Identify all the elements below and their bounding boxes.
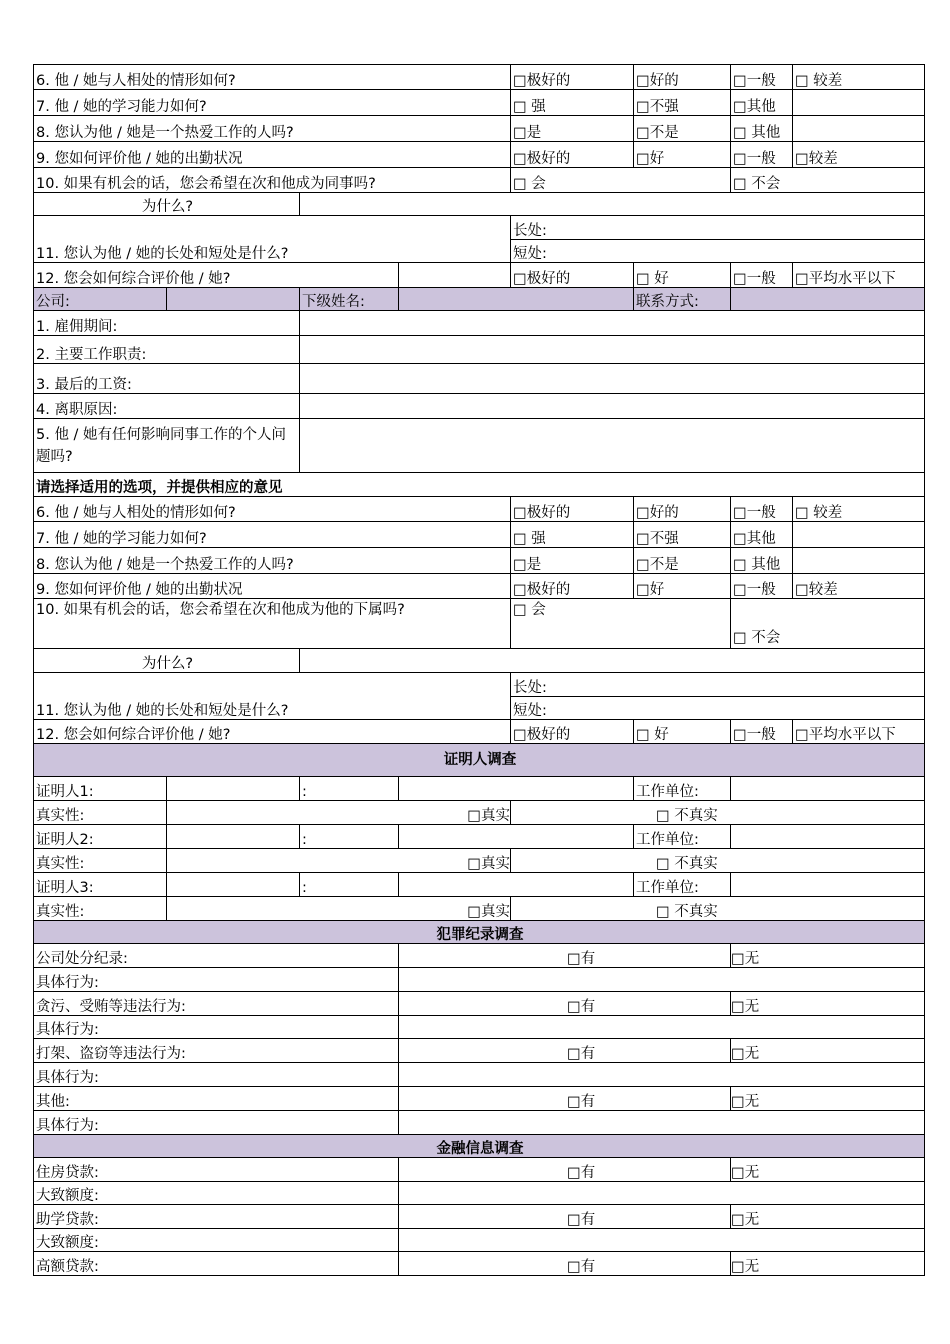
option-good[interactable]: □好 bbox=[634, 142, 731, 168]
option-yes[interactable]: □有 bbox=[399, 1087, 731, 1111]
finance-amount-row bbox=[34, 1182, 925, 1205]
amount-input[interactable] bbox=[399, 1182, 925, 1205]
subordinate-q6-row bbox=[34, 497, 925, 522]
option-no[interactable]: □无 bbox=[731, 1252, 925, 1276]
option-not-strong[interactable]: □不强 bbox=[634, 90, 731, 116]
subordinate-q11-row-a bbox=[34, 673, 925, 697]
section-title: 证明人调查 bbox=[34, 744, 925, 777]
criminal-section-header bbox=[34, 921, 925, 944]
option-yes[interactable]: □有 bbox=[399, 1252, 731, 1276]
option-other[interactable]: □其他 bbox=[731, 90, 793, 116]
option-not-strong[interactable]: □不强 bbox=[634, 522, 731, 548]
witness-2-row bbox=[34, 825, 925, 849]
option-excellent[interactable]: □极好的 bbox=[511, 142, 634, 168]
option-other[interactable]: □ 其他 bbox=[731, 116, 793, 142]
witness-1-auth-row bbox=[34, 801, 925, 825]
option-good[interactable]: □好 bbox=[634, 574, 731, 599]
option-false[interactable]: □ 不真实 bbox=[511, 897, 925, 921]
item-label: 2. 主要工作职责: bbox=[34, 336, 300, 364]
option-no[interactable]: □无 bbox=[731, 1205, 925, 1229]
item-label: 1. 雇佣期间: bbox=[34, 311, 300, 336]
witness-3-auth-row bbox=[34, 897, 925, 921]
option-average[interactable]: □一般 bbox=[731, 497, 793, 522]
q12-label: 12. 您会如何综合评价他 / 她? bbox=[34, 263, 399, 288]
finance-item-row bbox=[34, 1158, 925, 1182]
option-good[interactable]: □ 好 bbox=[634, 720, 731, 744]
why-input[interactable] bbox=[300, 649, 925, 673]
subordinate-name-label: 下级姓名: bbox=[300, 288, 399, 311]
option-other[interactable]: □ 其他 bbox=[731, 548, 793, 574]
subordinate-q8-row bbox=[34, 548, 925, 574]
strengths-field[interactable]: 长处: bbox=[511, 673, 925, 697]
contact-input[interactable] bbox=[731, 288, 925, 311]
criminal-item-row bbox=[34, 944, 925, 968]
reference-check-form bbox=[33, 64, 924, 1276]
q10-label: 10. 如果有机会的话，您会希望在次和他成为同事吗? bbox=[34, 168, 511, 193]
option-yes[interactable]: □是 bbox=[511, 116, 634, 142]
criminal-detail-row bbox=[34, 968, 925, 992]
duties-input[interactable] bbox=[300, 336, 925, 364]
option-yes[interactable]: □有 bbox=[399, 992, 731, 1016]
duties-row bbox=[34, 336, 925, 364]
q12-label: 12. 您会如何综合评价他 / 她? bbox=[34, 720, 511, 744]
finance-item-row bbox=[34, 1252, 925, 1276]
authenticity-label: 真实性: bbox=[34, 849, 167, 873]
criminal-label: 贪污、受贿等违法行为: bbox=[34, 992, 399, 1016]
authenticity-label: 真实性: bbox=[34, 801, 167, 825]
colleague-q6-row bbox=[34, 65, 925, 90]
amount-input[interactable] bbox=[399, 1229, 925, 1252]
work-unit-input[interactable] bbox=[731, 777, 925, 801]
option-excellent[interactable]: □极好的 bbox=[511, 65, 634, 90]
witness-2-auth-row bbox=[34, 849, 925, 873]
witness-3-row bbox=[34, 873, 925, 897]
contact-label: 联系方式: bbox=[634, 288, 731, 311]
option-poor[interactable]: □较差 bbox=[793, 574, 925, 599]
option-will[interactable]: □ 会 bbox=[511, 168, 731, 193]
detail-input[interactable] bbox=[399, 1111, 925, 1135]
personal-issues-input[interactable] bbox=[300, 419, 925, 473]
option-false[interactable]: □ 不真实 bbox=[511, 849, 925, 873]
q11-label: 11. 您认为他 / 她的长处和短处是什么? bbox=[34, 673, 511, 720]
witness-phone-input[interactable] bbox=[399, 825, 634, 849]
finance-label: 助学贷款: bbox=[34, 1205, 399, 1229]
q7-label: 7. 他 / 她的学习能力如何? bbox=[34, 90, 511, 116]
why-label: 为什么? bbox=[34, 649, 300, 673]
option-strong[interactable]: □ 强 bbox=[511, 522, 634, 548]
witness-name-input[interactable] bbox=[167, 873, 300, 897]
criminal-label: 公司处分纪录: bbox=[34, 944, 399, 968]
section-title: 金融信息调查 bbox=[34, 1135, 925, 1158]
option-average[interactable]: □一般 bbox=[731, 263, 793, 288]
option-yes[interactable]: □有 bbox=[399, 1205, 731, 1229]
instruction-row bbox=[34, 473, 925, 497]
subordinate-q12-row bbox=[34, 720, 925, 744]
subordinate-header-row bbox=[34, 288, 925, 311]
option-excellent[interactable]: □极好的 bbox=[511, 497, 634, 522]
option-no[interactable]: □无 bbox=[731, 944, 925, 968]
work-unit-label: 工作单位: bbox=[634, 825, 731, 849]
finance-amount-row bbox=[34, 1229, 925, 1252]
section-title: 犯罪纪录调查 bbox=[34, 921, 925, 944]
instruction-text: 请选择适用的选项，并提供相应的意见 bbox=[34, 473, 925, 497]
detail-label: 具体行为: bbox=[34, 968, 399, 992]
q8-label: 8. 您认为他 / 她是一个热爱工作的人吗? bbox=[34, 548, 511, 574]
witness-1-row bbox=[34, 777, 925, 801]
colleague-why-row bbox=[34, 193, 925, 216]
witness-label: 证明人1: bbox=[34, 777, 167, 801]
subordinate-why-row bbox=[34, 649, 925, 673]
option-yes[interactable]: □有 bbox=[399, 1039, 731, 1063]
colleague-q9-row bbox=[34, 142, 925, 168]
q6-label: 6. 他 / 她与人相处的情形如何? bbox=[34, 497, 511, 522]
q8-label: 8. 您认为他 / 她是一个热爱工作的人吗? bbox=[34, 116, 511, 142]
form-table bbox=[33, 64, 925, 1276]
option-good[interactable]: □好的 bbox=[634, 65, 731, 90]
witness-name-input[interactable] bbox=[167, 825, 300, 849]
option-false[interactable]: □ 不真实 bbox=[511, 801, 925, 825]
option-poor[interactable]: □较差 bbox=[793, 142, 925, 168]
witness-colon: : bbox=[300, 777, 399, 801]
weaknesses-field[interactable]: 短处: bbox=[511, 697, 925, 720]
option-true[interactable]: □真实 bbox=[167, 849, 511, 873]
option-excellent[interactable]: □极好的 bbox=[511, 720, 634, 744]
option-strong[interactable]: □ 强 bbox=[511, 90, 634, 116]
colleague-q10-row bbox=[34, 168, 925, 193]
criminal-detail-row bbox=[34, 1016, 925, 1039]
detail-input[interactable] bbox=[399, 1063, 925, 1087]
detail-label: 具体行为: bbox=[34, 1016, 399, 1039]
criminal-detail-row bbox=[34, 1063, 925, 1087]
option-excellent[interactable]: □极好的 bbox=[511, 574, 634, 599]
witness-colon: : bbox=[300, 825, 399, 849]
option-good[interactable]: □好的 bbox=[634, 497, 731, 522]
leaving-reason-row bbox=[34, 394, 925, 419]
option-good[interactable]: □ 好 bbox=[634, 263, 731, 288]
detail-input[interactable] bbox=[399, 968, 925, 992]
subordinate-q7-row bbox=[34, 522, 925, 548]
colleague-q12-row bbox=[34, 263, 925, 288]
employment-period-row bbox=[34, 311, 925, 336]
finance-item-row bbox=[34, 1205, 925, 1229]
option-will-not[interactable]: □ 不会 bbox=[731, 599, 925, 649]
item-label: 4. 离职原因: bbox=[34, 394, 300, 419]
subordinate-q10-row bbox=[34, 599, 925, 649]
option-no[interactable]: □无 bbox=[731, 1039, 925, 1063]
option-true[interactable]: □真实 bbox=[167, 897, 511, 921]
detail-label: 具体行为: bbox=[34, 1063, 399, 1087]
work-unit-label: 工作单位: bbox=[634, 873, 731, 897]
finance-label: 住房贷款: bbox=[34, 1158, 399, 1182]
q7-label: 7. 他 / 她的学习能力如何? bbox=[34, 522, 511, 548]
option-other[interactable]: □其他 bbox=[731, 522, 793, 548]
authenticity-label: 真实性: bbox=[34, 897, 167, 921]
option-poor[interactable]: □ 较差 bbox=[793, 65, 925, 90]
option-no[interactable]: □无 bbox=[731, 992, 925, 1016]
salary-row bbox=[34, 364, 925, 394]
option-excellent[interactable]: □极好的 bbox=[511, 263, 634, 288]
option-average[interactable]: □一般 bbox=[731, 574, 793, 599]
option-average[interactable]: □一般 bbox=[731, 142, 793, 168]
witness-phone-input[interactable] bbox=[399, 777, 634, 801]
option-below-average[interactable]: □平均水平以下 bbox=[793, 263, 925, 288]
witness-section-header bbox=[34, 744, 925, 777]
amount-label: 大致额度: bbox=[34, 1229, 399, 1252]
strengths-field[interactable]: 长处: bbox=[511, 216, 925, 240]
q9-label: 9. 您如何评价他 / 她的出勤状况 bbox=[34, 574, 511, 599]
option-no[interactable]: □无 bbox=[731, 1087, 925, 1111]
item-label: 5. 他 / 她有任何影响同事工作的个人问题吗? bbox=[34, 419, 300, 473]
colleague-q7-row bbox=[34, 90, 925, 116]
option-no[interactable]: □不是 bbox=[634, 548, 731, 574]
salary-input[interactable] bbox=[300, 364, 925, 394]
q10-label: 10. 如果有机会的话，您会希望在次和他成为他的下属吗? bbox=[34, 599, 511, 649]
company-input[interactable] bbox=[167, 288, 300, 311]
employment-period-input[interactable] bbox=[300, 311, 925, 336]
finance-label: 高额贷款: bbox=[34, 1252, 399, 1276]
q11-label: 11. 您认为他 / 她的长处和短处是什么? bbox=[34, 216, 511, 263]
option-poor[interactable]: □ 较差 bbox=[793, 497, 925, 522]
detail-input[interactable] bbox=[399, 1016, 925, 1039]
work-unit-input[interactable] bbox=[731, 873, 925, 897]
option-average[interactable]: □一般 bbox=[731, 65, 793, 90]
criminal-item-row bbox=[34, 1087, 925, 1111]
criminal-item-row bbox=[34, 1039, 925, 1063]
subordinate-q9-row bbox=[34, 574, 925, 599]
option-average[interactable]: □一般 bbox=[731, 720, 793, 744]
criminal-item-row bbox=[34, 992, 925, 1016]
personal-issues-row bbox=[34, 419, 925, 473]
witness-label: 证明人3: bbox=[34, 873, 167, 897]
option-yes[interactable]: □有 bbox=[399, 944, 731, 968]
option-yes[interactable]: □是 bbox=[511, 548, 634, 574]
why-input[interactable] bbox=[300, 193, 925, 216]
finance-section-header bbox=[34, 1135, 925, 1158]
option-no[interactable]: □不是 bbox=[634, 116, 731, 142]
leaving-reason-input[interactable] bbox=[300, 394, 925, 419]
amount-label: 大致额度: bbox=[34, 1182, 399, 1205]
colleague-q11-row-a bbox=[34, 216, 925, 240]
witness-name-input[interactable] bbox=[167, 777, 300, 801]
company-label: 公司: bbox=[34, 288, 167, 311]
why-label: 为什么? bbox=[34, 193, 300, 216]
q6-label: 6. 他 / 她与人相处的情形如何? bbox=[34, 65, 511, 90]
criminal-detail-row bbox=[34, 1111, 925, 1135]
criminal-label: 其他: bbox=[34, 1087, 399, 1111]
option-will[interactable]: □ 会 bbox=[511, 599, 731, 649]
option-true[interactable]: □真实 bbox=[167, 801, 511, 825]
option-will-not[interactable]: □ 不会 bbox=[731, 168, 925, 193]
work-unit-label: 工作单位: bbox=[634, 777, 731, 801]
witness-label: 证明人2: bbox=[34, 825, 167, 849]
item-label: 3. 最后的工资: bbox=[34, 364, 300, 394]
option-yes[interactable]: □有 bbox=[399, 1158, 731, 1182]
subordinate-name-input[interactable] bbox=[399, 288, 634, 311]
witness-phone-input[interactable] bbox=[399, 873, 634, 897]
colleague-q8-row bbox=[34, 116, 925, 142]
work-unit-input[interactable] bbox=[731, 825, 925, 849]
criminal-label: 打架、盗窃等违法行为: bbox=[34, 1039, 399, 1063]
option-below-average[interactable]: □平均水平以下 bbox=[793, 720, 925, 744]
detail-label: 具体行为: bbox=[34, 1111, 399, 1135]
option-no[interactable]: □无 bbox=[731, 1158, 925, 1182]
witness-colon: : bbox=[300, 873, 399, 897]
weaknesses-field[interactable]: 短处: bbox=[511, 240, 925, 263]
q9-label: 9. 您如何评价他 / 她的出勤状况 bbox=[34, 142, 511, 168]
